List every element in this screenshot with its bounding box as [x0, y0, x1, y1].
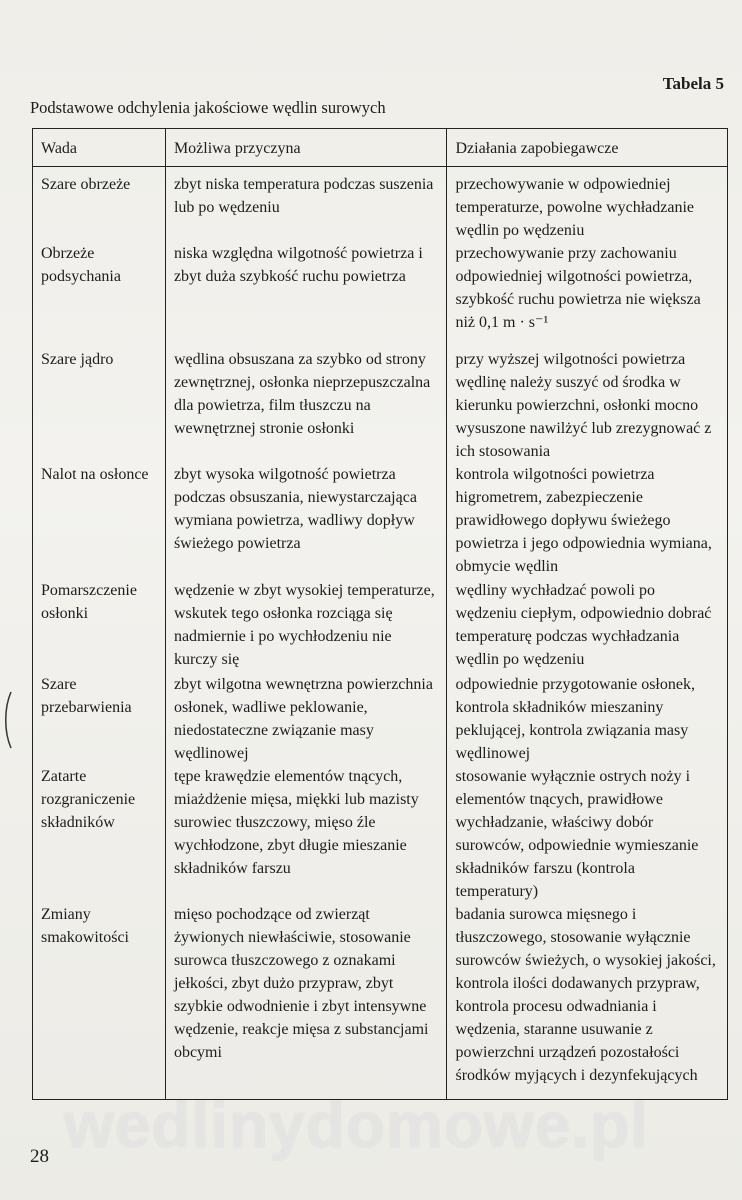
cause-cell: mięso pochodzące od zwierząt żywionych niewłaściwie, stosowanie surowca tłuszczowego z oznakami jełkości, zbyt dużo przypraw, zbyt szybkie odwodnienie i zbyt intensywne wędzenie, reakcje mięsa z substancjami obcymi — [165, 903, 447, 1100]
prevention-cell: kontrola wilgotności powietrza higrometrem, zabezpieczenie prawidłowego dopływu świeżego powietrza i jego odpowiednia wymiana, obmycie wędlin — [447, 463, 728, 579]
margin-bracket-mark — [2, 690, 14, 750]
prevention-cell: odpowiednie przygotowanie osłonek, kontrola składników mieszaniny peklującej, kontrola związania masy wędlinowej — [447, 673, 728, 765]
prevention-cell: stosowanie wyłącznie ostrych noży i elementów tnących, prawidłowe wychładzanie, właściwy dobór surowców, odpowiednie wymieszanie składników farszu (kontrola temperatury) — [447, 765, 728, 903]
column-header-prevention: Działania zapobiegawcze — [447, 129, 728, 167]
table-row — [33, 673, 728, 765]
cause-cell: zbyt wysoka wilgotność powietrza podczas obsuszania, niewystarczająca wymiana powietrza, wadliwy dopływ świeżego powietrza — [165, 463, 447, 579]
table-row — [33, 348, 728, 463]
table-row — [33, 765, 728, 903]
watermark: wedlinydomowe.pl — [64, 1089, 649, 1161]
page-number: 28 — [30, 1146, 49, 1167]
table-header-row — [33, 129, 728, 167]
cause-cell: wędlina obsuszana za szybko od strony zewnętrznej, osłonka nieprzepuszczalna dla powietrza, film tłuszczu na wewnętrznej stronie osłonki — [165, 348, 447, 463]
prevention-cell: przy wyższej wilgotności powietrza wędlinę należy suszyć od środka w kierunku powierzchni, osłonki mocno wysuszone nawilżyć lub zrezygnować z ich stosowania — [447, 348, 728, 463]
defect-cell: Szare przebarwienia — [33, 673, 166, 765]
defect-cell: Szare obrzeże — [33, 167, 166, 243]
defect-cell: Zatarte rozgraniczenie składników — [33, 765, 166, 903]
table-row — [33, 463, 728, 579]
prevention-cell: wędliny wychładzać powoli po wędzeniu ciepłym, odpowiednio dobrać temperaturę podczas wychładzania wędlin po wędzeniu — [447, 579, 728, 673]
cause-cell: tępe krawędzie elementów tnących, miażdżenie mięsa, miękki lub mazisty surowiec tłuszczowy, mięso źle wychłodzone, zbyt długie mieszanie składników farszu — [165, 765, 447, 903]
table-row — [33, 903, 728, 1100]
column-header-cause: Możliwa przyczyna — [165, 129, 447, 167]
prevention-cell: badania surowca mięsnego i tłuszczowego, stosowanie wyłącznie surowców świeżych, o wysokiej jakości, kontrola ilości dodawanych przypraw, kontrola procesu odwadniania i wędzenia, staranne usuwanie z powierzchni urządzeń pozostałości środków myjących i dezynfekujących — [447, 903, 728, 1100]
cause-cell: zbyt niska temperatura podczas suszenia lub po wędzeniu — [165, 167, 447, 243]
table-row — [33, 242, 728, 348]
cause-cell: niska względna wilgotność powietrza i zbyt duża szybkość ruchu powietrza — [165, 242, 447, 348]
table-caption: Podstawowe odchylenia jakościowe wędlin surowych — [30, 98, 386, 117]
defect-cell: Pomarszczenie osłonki — [33, 579, 166, 673]
cause-cell: zbyt wilgotna wewnętrzna powierzchnia osłonek, wadliwe peklowanie, niedostateczne związanie masy wędlinowej — [165, 673, 447, 765]
defect-cell: Szare jądro — [33, 348, 166, 463]
defects-table — [32, 128, 728, 1100]
cause-cell: wędzenie w zbyt wysokiej temperaturze, wskutek tego osłonka rozciąga się nadmiernie i po wychłodzeniu nie kurczy się — [165, 579, 447, 673]
defect-cell: Nalot na osłonce — [33, 463, 166, 579]
table-row — [33, 579, 728, 673]
table-number-label: Tabela 5 — [662, 74, 724, 93]
table-row — [33, 167, 728, 243]
defect-cell: Zmiany smakowitości — [33, 903, 166, 1100]
prevention-cell: przechowywanie przy zachowaniu odpowiedniej wilgotności powietrza, szybkość ruchu powietrza nie większa niż 0,1 m · s⁻¹ — [447, 242, 728, 348]
column-header-defect: Wada — [33, 129, 166, 167]
prevention-cell: przechowywanie w odpowiedniej temperaturze, powolne wychładzanie wędlin po wędzeniu — [447, 167, 728, 243]
defect-cell: Obrzeże podsychania — [33, 242, 166, 348]
